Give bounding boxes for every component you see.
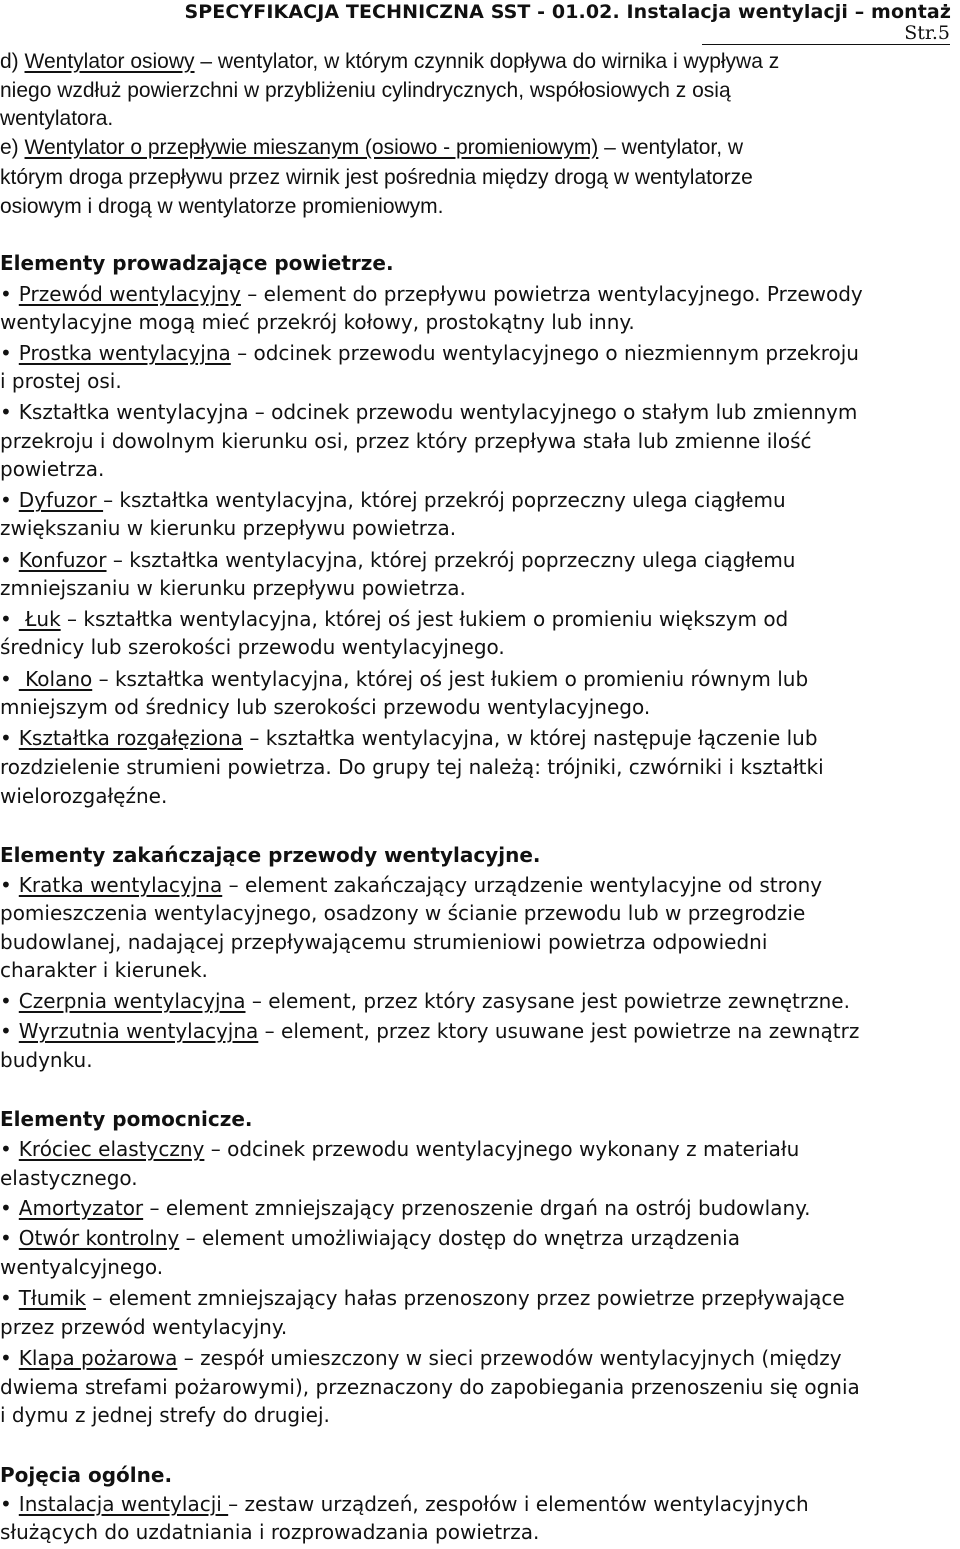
list-item: • Tłumik – element zmniejszający hałas przenoszony przez powietrze przepływające: [0, 1284, 957, 1313]
intro-e-line1: e) Wentylator o przepływie mieszanym (osiowo - promieniowym) – wentylator, w: [0, 136, 744, 159]
page-number: Str.5: [702, 22, 950, 45]
list-item-continuation: rozdzielenie strumieni powietrza. Do grupy tej należą: trójniki, czwórniki i kształtki: [0, 755, 824, 779]
term-luk[interactable]: Łuk: [18, 607, 61, 631]
list-item-continuation: budowlanej, nadającej przepływającemu strumieniowi powietrza odpowiedni: [0, 930, 768, 954]
term-klapa-pozarowa[interactable]: Klapa pożarowa: [18, 1346, 178, 1370]
intro-d-line2: niego wzdłuż powierzchni w przybliżeniu cylindrycznych, współosiowych z osią: [0, 79, 731, 102]
section-heading-zakanczajace: Elementy zakańczające przewody wentylacyjne.: [0, 843, 541, 867]
intro-d-line1: d) Wentylator osiowy – wentylator, w którym czynnik dopływa do wirnika i wypływa z: [0, 50, 780, 73]
term-instalacja-wentylacji[interactable]: Instalacja wentylacji: [18, 1492, 229, 1516]
term-kolano[interactable]: Kolano: [18, 667, 93, 691]
list-item: • Instalacja wentylacji – zestaw urządzeń, zespołów i elementów wentylacyjnych: [0, 1490, 957, 1519]
list-item-continuation: i prostej osi.: [0, 369, 122, 393]
list-item-continuation: budynku.: [0, 1048, 93, 1072]
section-heading-pojecia-ogolne: Pojęcia ogólne.: [0, 1463, 173, 1487]
list-item: • Łuk – kształtka wentylacyjna, której oś jest łukiem o promieniu większym od: [0, 605, 957, 634]
list-item: • Króciec elastyczny – odcinek przewodu wentylacyjnego wykonany z materiału: [0, 1135, 957, 1164]
intro-e-line2: którym droga przepływu przez wirnik jest pośrednia między drogą w wentylatorze: [0, 166, 753, 189]
term-amortyzator[interactable]: Amortyzator: [18, 1196, 144, 1220]
list-item-continuation: zwiększaniu w kierunku przepływu powietrza.: [0, 516, 457, 540]
list-item-continuation: mniejszym od średnicy lub szerokości przewodu wentylacyjnego.: [0, 695, 651, 719]
term-wyrzutnia-wentylacyjna[interactable]: Wyrzutnia wentylacyjna: [18, 1019, 259, 1043]
list-item-continuation: wentylacyjne mogą mieć przekrój kołowy, prostokątny lub inny.: [0, 310, 635, 334]
list-item-continuation: średnicy lub szerokości przewodu wentylacyjnego.: [0, 635, 505, 659]
intro-e-line3: osiowym i drogą w wentylatorze promieniowym.: [0, 195, 444, 218]
term-ksztaltka-rozgaleziona[interactable]: Kształtka rozgałęziona: [18, 726, 243, 750]
list-item-continuation: służących do uzdatniania i rozprowadzania powietrza.: [0, 1520, 540, 1544]
section-heading-prowadzace: Elementy prowadzające powietrze.: [0, 251, 394, 275]
term-kratka-wentylacyjna[interactable]: Kratka wentylacyjna: [18, 873, 223, 897]
term-otwor-kontrolny[interactable]: Otwór kontrolny: [18, 1226, 180, 1250]
list-item-continuation: wentyalcyjnego.: [0, 1255, 164, 1279]
term-wentylator-osiowy[interactable]: Wentylator osiowy: [24, 50, 195, 73]
term-dyfuzor[interactable]: Dyfuzor: [18, 488, 104, 512]
list-item: • Wyrzutnia wentylacyjna – element, przez ktory usuwane jest powietrze na zewnątrz: [0, 1017, 957, 1046]
list-item-continuation: elastycznego.: [0, 1166, 138, 1190]
section-heading-pomocnicze: Elementy pomocnicze.: [0, 1107, 253, 1131]
list-item-continuation: i dymu z jednej strefy do drugiej.: [0, 1403, 330, 1427]
list-item: • Dyfuzor – kształtka wentylacyjna, której przekrój poprzeczny ulega ciągłemu: [0, 486, 957, 515]
list-item: • Prostka wentylacyjna – odcinek przewodu wentylacyjnego o niezmiennym przekroju: [0, 339, 957, 368]
list-item-continuation: charakter i kierunek.: [0, 958, 208, 982]
term-prostka-wentylacyjna[interactable]: Prostka wentylacyjna: [18, 341, 231, 365]
list-item: • Kształtka rozgałęziona – kształtka wentylacyjna, w której następuje łączenie lub: [0, 724, 957, 753]
list-item: • Kratka wentylacyjna – element zakańczający urządzenie wentylacyjne od strony: [0, 871, 957, 900]
list-item: • Czerpnia wentylacyjna – element, przez który zasysane jest powietrze zewnętrzne.: [0, 987, 957, 1016]
list-item: • Kolano – kształtka wentylacyjna, której oś jest łukiem o promieniu równym lub: [0, 665, 957, 694]
term-krociec-elastyczny[interactable]: Króciec elastyczny: [18, 1137, 205, 1161]
list-item-continuation: przez przewód wentylacyjny.: [0, 1315, 288, 1339]
term-czerpnia-wentylacyjna[interactable]: Czerpnia wentylacyjna: [18, 989, 246, 1013]
term-wentylator-mieszany[interactable]: Wentylator o przepływie mieszanym (osiowo - promieniowym): [24, 136, 599, 159]
list-item-continuation: przekroju i dowolnym kierunku osi, przez który przepływa stała lub zmienne ilość: [0, 429, 812, 453]
list-item: • Kształtka wentylacyjna – odcinek przewodu wentylacyjnego o stałym lub zmiennym: [0, 398, 957, 427]
list-item-continuation: zmniejszaniu w kierunku przepływu powietrza.: [0, 576, 466, 600]
term-konfuzor[interactable]: Konfuzor: [18, 548, 107, 572]
list-item-continuation: pomieszczenia wentylacyjnego, osadzony w ścianie przewodu lub w przegrodzie: [0, 901, 806, 925]
list-item: • Przewód wentylacyjny – element do przepływu powietrza wentylacyjnego. Przewody: [0, 280, 957, 309]
intro-d-line3: wentylatora.: [0, 107, 114, 130]
list-item: • Konfuzor – kształtka wentylacyjna, której przekrój poprzeczny ulega ciągłemu: [0, 546, 957, 575]
list-item: • Amortyzator – element zmniejszający przenoszenie drgań na ostrój budowlany.: [0, 1194, 957, 1223]
term-tlumik[interactable]: Tłumik: [18, 1286, 86, 1310]
term-przewod-wentylacyjny[interactable]: Przewód wentylacyjny: [18, 282, 241, 306]
list-item-continuation: dwiema strefami pożarowymi), przeznaczony do zapobiegania przenoszeniu się ognia: [0, 1375, 860, 1399]
list-item: • Klapa pożarowa – zespół umieszczony w sieci przewodów wentylacyjnych (między: [0, 1344, 957, 1373]
list-item: • Otwór kontrolny – element umożliwiający dostęp do wnętrza urządzenia: [0, 1224, 957, 1253]
list-item-continuation: powietrza.: [0, 457, 105, 481]
list-item-continuation: wielorozgałęźne.: [0, 784, 168, 808]
running-header-title: SPECYFIKACJA TECHNICZNA SST - 01.02. Instalacja wentylacji – montaż: [184, 1, 951, 23]
